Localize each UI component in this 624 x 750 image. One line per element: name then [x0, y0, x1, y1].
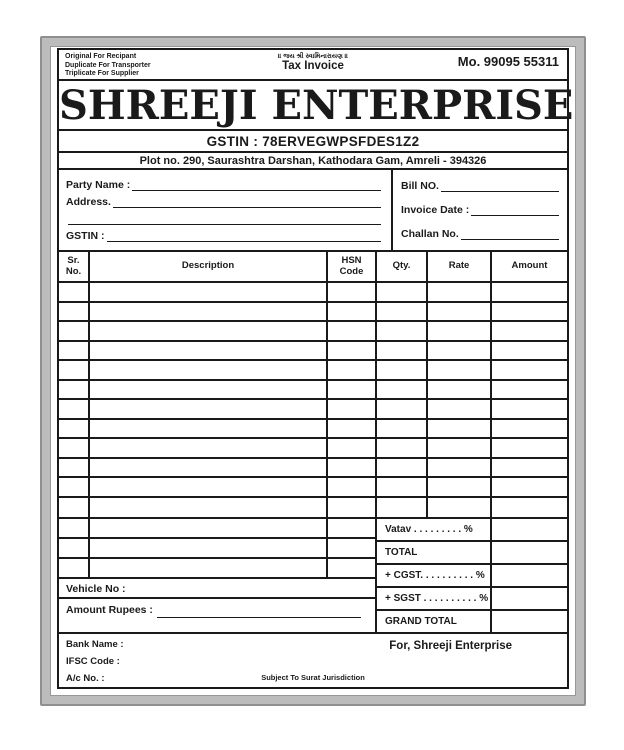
mobile-number: Mo. 99095 55311 [457, 54, 559, 69]
item-row [59, 303, 567, 323]
item-cell-hsn [328, 559, 375, 577]
item-cell-desc [90, 519, 328, 537]
item-cell-rate [428, 322, 492, 340]
item-cell-hsn [328, 478, 377, 496]
item-row [59, 498, 567, 518]
items-table-header [59, 252, 567, 283]
column-header-rate: Rate [428, 252, 492, 281]
invoice-date-row [401, 202, 559, 216]
account-no-label: A/c No. : [66, 673, 105, 684]
item-cell-sr [59, 459, 90, 477]
party-gstin-label: GSTIN : [66, 230, 105, 242]
item-cell-amt [492, 498, 567, 518]
item-cell-sr [59, 381, 90, 399]
item-cell-rate [428, 303, 492, 321]
item-cell-rate [428, 381, 492, 399]
item-cell-hsn [328, 439, 377, 457]
summary-value-cell [492, 611, 567, 632]
column-header-description: Description [90, 252, 328, 281]
tax-summary-table [377, 519, 567, 632]
item-cell-sr [59, 303, 90, 321]
item-cell-qty [377, 498, 428, 518]
summary-row [377, 588, 567, 611]
sr-line2: No. [65, 265, 82, 277]
item-cell-qty [377, 439, 428, 457]
summary-row [377, 519, 567, 542]
totals-zone-left [59, 519, 377, 632]
party-name-row [66, 177, 381, 191]
address-blank-line-1 [113, 197, 381, 208]
document-type: Tax Invoice [282, 60, 344, 72]
item-row [59, 420, 567, 440]
item-cell-qty [377, 361, 428, 379]
item-cell-sr [59, 420, 90, 438]
amount-rupees-blank-line [157, 604, 361, 618]
item-cell-amt [492, 478, 567, 496]
column-header-sr-no [59, 252, 90, 281]
vehicle-no-row [59, 579, 375, 599]
item-cell-desc [90, 439, 328, 457]
amount-rupees-label: Amount Rupees : [66, 604, 153, 616]
invoice-page [50, 46, 576, 696]
summary-value-cell [492, 565, 567, 586]
bill-no-row [401, 178, 559, 192]
item-cell-qty [377, 342, 428, 360]
vehicle-no-label: Vehicle No : [66, 583, 126, 595]
item-cell-desc [90, 381, 328, 399]
copy-designations [59, 50, 209, 79]
copy-original: Original For Recipant [65, 53, 137, 60]
summary-row [377, 542, 567, 565]
item-cell-amt [492, 283, 567, 301]
copy-duplicate: Duplicate For Transporter [65, 61, 151, 69]
item-cell-desc [90, 361, 328, 379]
item-cell-qty [377, 478, 428, 496]
item-cell-amt [492, 439, 567, 457]
item-cell-amt [492, 322, 567, 340]
item-cell-hsn [328, 420, 377, 438]
item-cell-desc [90, 342, 328, 360]
item-row [59, 539, 375, 559]
item-cell-hsn [328, 400, 377, 418]
item-cell-desc [90, 459, 328, 477]
signatory-text: For, Shreeji Enterprise [389, 640, 512, 652]
items-table-body [59, 283, 567, 517]
item-cell-rate [428, 439, 492, 457]
item-cell-hsn [328, 381, 377, 399]
item-cell-desc [90, 303, 328, 321]
scanned-page-frame [40, 36, 586, 706]
item-cell-qty [377, 283, 428, 301]
item-row [59, 342, 567, 362]
summary-value-cell [492, 542, 567, 563]
item-cell-desc [90, 400, 328, 418]
summary-label: GRAND TOTAL [377, 611, 492, 632]
hsn-line2: Code [339, 265, 364, 277]
item-cell-sr [59, 478, 90, 496]
item-row [59, 361, 567, 381]
amount-rupees-row [59, 599, 375, 632]
item-cell-hsn [328, 303, 377, 321]
item-cell-amt [492, 342, 567, 360]
invoice-header-strip [59, 50, 567, 81]
item-cell-rate [428, 478, 492, 496]
item-cell-hsn [328, 283, 377, 301]
party-details-section [59, 170, 567, 252]
totals-zone [59, 517, 567, 632]
blessing-text: ॥ જય શ્રી સ્વામિનારાયણ ॥ [277, 53, 348, 60]
item-cell-amt [492, 381, 567, 399]
item-cell-desc [90, 478, 328, 496]
item-cell-hsn [328, 519, 375, 537]
item-cell-qty [377, 459, 428, 477]
item-cell-qty [377, 381, 428, 399]
item-cell-qty [377, 322, 428, 340]
summary-label: TOTAL [377, 542, 492, 563]
business-address: Plot no. 290, Saurashtra Darshan, Kathodara Gam, Amreli - 394326 [59, 153, 567, 170]
bank-name-label: Bank Name : [66, 639, 124, 650]
item-cell-sr [59, 498, 90, 518]
party-gstin-row [66, 228, 381, 242]
bill-no-blank-line [441, 181, 559, 192]
invoice-footer [59, 632, 567, 687]
address-row-2 [66, 211, 381, 225]
invoice-date-label: Invoice Date : [401, 204, 470, 216]
hsn-line1: HSN [341, 255, 362, 266]
item-cell-sr [59, 361, 90, 379]
item-cell-amt [492, 303, 567, 321]
business-gstin: GSTIN : 78ERVEGWPSFDES1Z2 [59, 131, 567, 153]
column-header-qty: Qty. [377, 252, 428, 281]
challan-no-label: Challan No. [401, 228, 459, 240]
item-row [59, 381, 567, 401]
challan-no-blank-line [461, 229, 559, 240]
item-cell-sr [59, 539, 90, 557]
copy-triplicate: Triplicate For Supplier [65, 70, 139, 77]
item-cell-hsn [328, 361, 377, 379]
item-cell-hsn [328, 342, 377, 360]
business-name: SHREEJI ENTERPRISE [59, 82, 574, 129]
item-row [59, 439, 567, 459]
item-row [59, 478, 567, 498]
summary-row [377, 611, 567, 632]
ifsc-code-label: IFSC Code : [66, 656, 120, 667]
item-cell-qty [377, 420, 428, 438]
summary-value-cell [492, 588, 567, 609]
item-row [59, 400, 567, 420]
item-cell-sr [59, 283, 90, 301]
item-cell-desc [90, 498, 328, 518]
challan-no-row [401, 226, 559, 240]
item-cell-rate [428, 498, 492, 518]
item-cell-sr [59, 400, 90, 418]
item-row [59, 559, 375, 579]
party-name-blank-line [132, 180, 381, 191]
summary-row [377, 565, 567, 588]
column-header-hsn-code [328, 252, 377, 281]
item-cell-qty [377, 400, 428, 418]
extra-item-rows [59, 519, 375, 579]
header-center [209, 50, 417, 79]
item-cell-amt [492, 361, 567, 379]
item-cell-hsn [328, 539, 375, 557]
address-label: Address. [66, 196, 111, 208]
item-cell-rate [428, 361, 492, 379]
item-cell-rate [428, 420, 492, 438]
bill-no-label: Bill NO. [401, 180, 439, 192]
item-cell-sr [59, 342, 90, 360]
item-row [59, 459, 567, 479]
column-header-amount: Amount [511, 260, 548, 272]
summary-value-cell [492, 519, 567, 540]
item-row [59, 519, 375, 539]
summary-label: Vatav . . . . . . . . . % [377, 519, 492, 540]
party-left-column [59, 170, 393, 250]
item-cell-desc [90, 322, 328, 340]
item-cell-hsn [328, 498, 377, 518]
item-cell-desc [90, 420, 328, 438]
item-cell-sr [59, 559, 90, 577]
item-cell-rate [428, 400, 492, 418]
item-cell-sr [59, 519, 90, 537]
summary-label: + SGST . . . . . . . . . . % [377, 588, 492, 609]
item-cell-amt [492, 459, 567, 477]
address-row [66, 194, 381, 208]
item-cell-rate [428, 283, 492, 301]
invoice-date-blank-line [471, 205, 559, 216]
address-blank-line-2 [68, 214, 381, 225]
item-cell-rate [428, 459, 492, 477]
tax-invoice-form [57, 48, 574, 689]
item-cell-amt [492, 420, 567, 438]
item-cell-desc [90, 559, 328, 577]
item-cell-hsn [328, 322, 377, 340]
item-row [59, 322, 567, 342]
item-cell-amt [492, 400, 567, 418]
item-cell-hsn [328, 459, 377, 477]
sr-line1: Sr. [67, 255, 80, 266]
item-cell-desc [90, 283, 328, 301]
item-cell-qty [377, 303, 428, 321]
item-cell-desc [90, 539, 328, 557]
bill-details-column [393, 170, 567, 250]
item-cell-sr [59, 439, 90, 457]
party-name-label: Party Name : [66, 179, 131, 191]
jurisdiction-text: Subject To Surat Jurisdiction [261, 673, 365, 682]
item-cell-sr [59, 322, 90, 340]
item-row [59, 283, 567, 303]
summary-label: + CGST. . . . . . . . . . % [377, 565, 492, 586]
item-cell-rate [428, 342, 492, 360]
party-gstin-blank-line [107, 231, 382, 242]
